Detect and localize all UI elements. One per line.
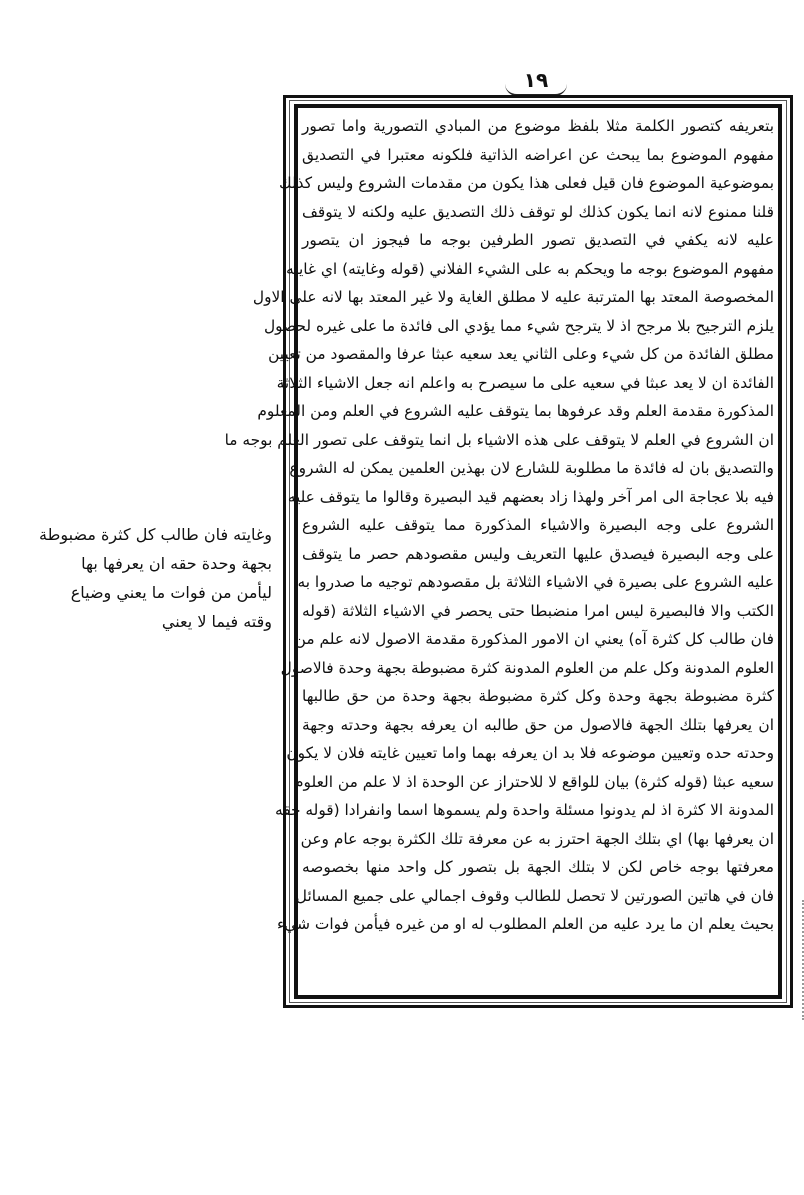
marginal-note [20,520,272,636]
text-line: بحيث يعلم ان ما يرد عليه من العلم المطلوب له او من غيره فيأمن فوات شيء [277,915,774,933]
text-line: سعيه عبثا (قوله كثرة) بيان للواقع لا للاحتراز عن الوحدة اذ لا علم من العلوم [294,772,774,791]
marginal-note-line: وغايته فان طالب كل كثرة مضبوطة [39,525,272,544]
text-line: فيه بلا عجاجة الى امر آخر ولهذا زاد بعضهم قيد البصيرة وقالوا ما يتوقف عليه [287,487,774,506]
text-line: بموضوعية الموضوع فان قيل فعلى هذا يكون من مقدمات الشروع وليس كذلك [278,174,774,192]
text-line: ان يعرفها بها) اي بتلك الجهة احترز به عن معرفة تلك الكثرة بوجه عام وعن [300,829,774,848]
marginal-note-line: وقته فيما لا يعني [161,612,272,631]
text-line: الشروع على وجه البصيرة والاشياء المذكورة مما يتوقف عليه الشروع [302,516,774,534]
text-line: ان الشروع في العلم لا يتوقف على هذه الاشياء بل انما يتوقف على تصور العلم بوجه ما [224,430,774,449]
text-line: المدونة الا كثرة اذ لم يدونوا مسئلة واحدة ولم يسموها اسما وانفرادا (قوله حقه [274,801,774,819]
text-line: بتعريفه كتصور الكلمة مثلا بلفظ موضوع من المبادي التصورية واما تصور [302,117,774,135]
scan-edge-mark [796,900,804,1020]
text-line: يلزم الترجيح بلا مرجح اذ لا يترجح شيء مما يؤدي الى فائدة ما على غيره لحصول [264,316,774,335]
text-line: عليه الشروع على بصيرة في الاشياء الثلاثة بل مقصودهم توجيه ما صدروا به [297,573,774,591]
text-line: مطلق الفائدة من كل شيء وعلى الثاني يعد سعيه عبثا عرفا والمقصود من تعيين [268,345,774,363]
text-line: فان طالب كل كثرة آه) يعني ان الامور المذكورة مقدمة الاصول لانه علم من [294,630,774,648]
text-line: الفائدة ان لا يعد عبثا في سعيه على ما سيصرح به واعلم انه جعل الاشياء الثلاثة [276,373,774,392]
text-line: على وجه البصيرة فيصدق عليها التعريف وليس مقصودهم حصر ما يتوقف [302,544,774,563]
page-number: ١٩ [505,66,567,96]
text-line: مفهوم الموضوع بما يبحث عن اعراضه الذاتية فلكونه معتبرا في التصديق [302,145,774,164]
text-line: مفهوم الموضوع بوجه ما ويحكم به على الشيء الفلاني (قوله وغايته) اي غايته [286,259,774,278]
text-line: فان في هاتين الصورتين لا تحصل للطالب وقوف اجمالي على جميع المسائل [295,886,774,905]
text-line: كثرة مضبوطة بجهة وحدة وكل كثرة مضبوطة بجهة وحدة من حق طالبها [302,687,774,705]
text-line: قلنا ممنوع لانه انما يكون كذلك لو توقف ذلك التصديق عليه ولكنه لا يتوقف [302,202,774,221]
marginal-note-line: ليأمن من فوات ما يعني وضياع [70,583,272,602]
text-line: والتصديق بان له فائدة ما مطلوبة للشارع لان بهذين العلمين يمكن له الشروع [289,459,774,477]
text-line: المخصوصة المعتد بها المترتبة عليه لا مطلق الغاية ولا غير المعتد بها لانه على الاول [252,288,774,306]
marginal-note-line: بجهة وحدة حقه ان يعرفها بها [81,554,272,573]
commentary-text-block [224,112,774,992]
text-line: وحدته حده وتعيين موضوعه فلا بد ان يعرفه بهما واما تعيين غايته فلان لا يكون [286,744,774,762]
text-line: ان يعرفها بتلك الجهة فالاصول من حق طالبه ان يعرفه بجهة وحدته وجهة [302,715,774,734]
text-line: معرفتها بوجه خاص لكن لا بتلك الجهة بل بتصور كل واحد منها بخصوصه [302,858,774,876]
text-line: عليه لانه يكفي في التصديق تصور الطرفين بوجه ما فيجوز ان يتصور [302,231,774,249]
text-line: العلوم المدونة وكل علم من العلوم المدونة كثرة مضبوطة بجهة وحدة فالاصول [280,658,774,677]
text-line: المذكورة مقدمة العلم وقد عرفوها بما يتوقف عليه الشروع في العلم ومن المعلوم [257,402,774,420]
text-line: الكتب والا فالبصيرة ليس امرا منضبطا حتى يحصر في الاشياء الثلاثة (قوله [302,601,774,620]
